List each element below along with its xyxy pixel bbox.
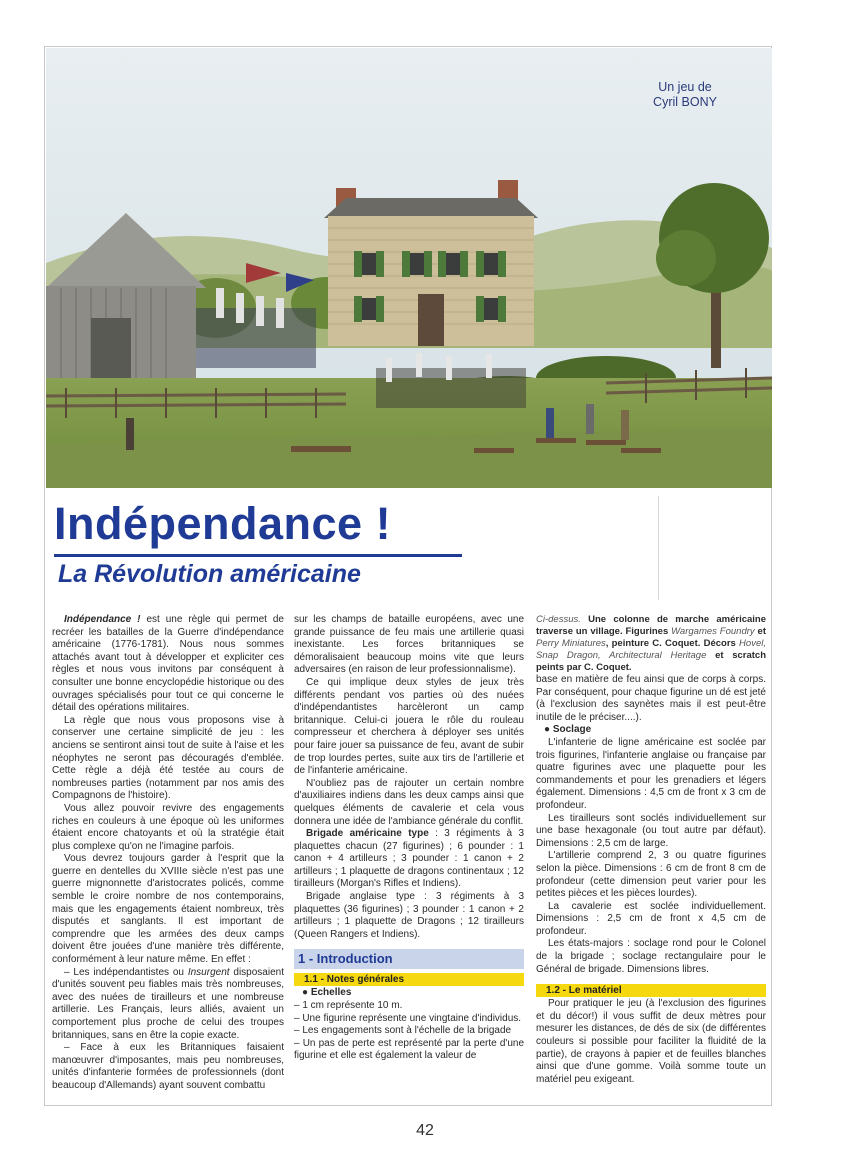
section-heading: 1 - Introduction [294,949,524,969]
italic-term: Insurgent [187,966,230,978]
caption-text: et scratch peints par C. Coquet. [536,650,766,673]
subtitle: La Révolution américaine [58,560,361,588]
column-2 [294,614,524,1063]
bullet-heading: ● Echelles [302,987,352,999]
subsection-heading: 1.1 - Notes générales [294,973,524,986]
paragraph: L'infanterie de ligne américaine est soclée par trois figurines, l'infanterie anglaise ou française par quatre figurines avec une plaquette pour les commandements et pour les grenadiers et légers également. Dimensions : 4,5 cm de front x 3 cm de profondeur. [536,736,766,811]
caption-text: , peinture C. Coquet. Décors [605,638,740,649]
subsection-heading: 1.2 - Le matériel [536,984,766,997]
title-block [46,494,772,604]
paragraph: Ce qui implique deux styles de jeux très différents pendant vos parties où des nuées d'indépendantistes harcèleront un camp britannique. Celui-ci jouera le rôle du rouleau compresseur et cherchera à déployer ses unités pour faire jouer sa puissance de feu, avant de subir de trop lourdes pertes, suite aux tirs de l'artillerie et de l'infanterie américaine. [294,676,524,777]
byline-line1: Un jeu de [658,80,712,94]
byline-author: Cyril BONY [653,95,717,109]
bullet-heading: ● Soclage [544,724,592,736]
lead-title: Indépendance ! [64,614,141,625]
paragraph: Vous allez pouvoir revivre des engagements riches en couleurs à une époque où les uniformes étaient encore chatoyants et où la stratégie était plus complexe qu'on ne l'imagine parfois. [52,802,284,852]
paragraph: base en matière de feu ainsi que de corps à corps. Par conséquent, pour chaque figurine un dé est jeté (à l'exclusion des saynètes mais il est peut-être inutile de le préciser....). [536,674,766,723]
paragraph: sur les champs de bataille européens, avec une grande puissance de feu mais une artillerie quasi inexistante. Les forces britanniques se démoralisaient beaucoup moins vite que leurs adversaires (en raison de leur professionnalisme). [294,614,524,676]
paragraph: Pour pratiquer le jeu (à l'exclusion des figurines et du décor!) il vous suffit de deux mètres pour mesurer les distances, de dés de six (de différentes couleurs si possible pour faciliter la fluidité de la partie), de crayons à papier et de feuilles blanches ainsi que d'une gomme. Voilà somme toute un matériel peu exigeant. [536,998,766,1085]
list-item: – 1 cm représente 10 m. [294,1000,403,1012]
paragraph-text: est une règle qui permet de recréer les batailles de la Guerre d'indépendance américaine (1776-1781). Nous nous sommes attachés avant tout à développer et expliciter ces règles et nous vous invitons par conséquent à consulter une bonne encyclopédie historique ou des ouvrages spécialisés pour tout ce qui concerne le détail des opérations militaires. [52,614,284,714]
bullet-heading-label: Soclage [552,724,592,736]
bold-term: Brigade américaine type [306,828,429,840]
list-item: – Une figurine représente une vingtaine d'individus. [294,1012,522,1024]
diorama-photo [46,48,772,488]
paragraph-text: : 3 régiments à 3 plaquettes chacun (27 figurines) ; 6 pounder : 1 canon + 4 artilleurs ; 3 pounder : 1 canon + 2 artilleurs ; 1 plaquette de dragons continentaux ; 12 tirailleurs (Morgan's Rifles et Indiens). [294,828,525,890]
paragraph [52,967,284,1043]
paragraph: Brigade anglaise type : 3 régiments à 3 plaquettes (36 figurines) ; 3 pounder : 1 canon + 2 artilleurs ; 1 plaquette de Dragons ; 12 tirailleurs (Queen Rangers et Indiens). [294,891,524,940]
column-1 [52,614,284,1093]
caption-brand: Perry Miniatures [536,638,606,649]
paragraph: La cavalerie est soclée individuellement. Dimensions : 2,5 cm de front x 4,5 cm de profondeur. [536,900,766,937]
main-title: Indépendance ! [54,498,392,549]
paragraph-text: disposaient d'unités souvent peu fiables mais très nombreuses, avec des nuées de tirailleurs et une nombreuse artillerie. Les Français, leurs alliés, avaient un comportement plus proche de celui des troupes britanniques, sans en être la copie exacte. [52,966,284,1041]
paragraph: N'oubliez pas de rajouter un certain nombre d'auxiliaires indiens dans les deux camps ainsi que quelques éléments de cavalerie et cela vous donnera une idée de l'ambiance générale du conflit. [294,777,524,827]
title-rule [54,554,462,557]
caption-text: et [754,626,767,637]
list-item: – Un pas de perte est représenté par la perte d'une figurine et elle est également la valeur de [294,1037,524,1062]
byline-divider [658,496,772,600]
page-number: 42 [416,1122,434,1139]
caption-brand: Wargames Foundry [671,626,755,637]
paragraph: L'artillerie comprend 2, 3 ou quatre figurines selon la pièce. Dimensions : 6 cm de front 8 cm de profondeur (cette dimension peut varier pour les petites pièces et les pièces lourdes). [536,850,766,900]
paragraph: Les tirailleurs sont soclés individuellement sur une base hexagonale (ou tout autre par défaut). Dimensions : 2,5 cm de large. [536,812,766,849]
caption-prefix: Ci-dessus. [536,614,581,625]
column-3 [536,614,766,1086]
list-item: – Les engagements sont à l'échelle de la brigade [294,1025,512,1037]
bullet-heading-label: Echelles [310,987,352,999]
caption-brand: Hovel, Snap Dragon, Architectural Heritage [536,638,766,661]
paragraph [294,828,524,891]
paragraph: Vous devrez toujours garder à l'esprit que la guerre en dentelles du XVIIIe siècle n'est pas une guerre mignonnette d'aristocrates policés, comme semble le croire nombre de nos contemporains, mais que les engagements étaient nombreux, très disputés et sanglants. Il est important de comprendre que les armées des deux camps doivent être jouées d'une manière très différente, conformément à leur nature même. En effet : [52,853,284,966]
photo-caption [536,614,766,674]
paragraph [52,614,284,715]
paragraph: Les états-majors : soclage rond pour le Colonel de la brigade ; soclage rectangulaire pour le Général de brigade. Dimensions libres. [536,938,766,975]
paragraph: La règle que nous vous proposons vise à conserver une certaine simplicité de jeu : les anciens se sentiront ainsi tout de suite à l'aise et les néophytes ne seront pas découragés d'emblée. Cette règle a déjà été testée au cours de nombreuses parties (notamment par nos amis des Compagnons de l'histoire). [52,714,284,802]
byline [630,80,740,110]
paragraph-text: – Les indépendantistes ou [64,966,188,978]
caption-text: Une colonne de marche américaine traverse un village. Figurines [536,614,766,637]
paragraph: – Face à eux les Britanniques faisaient manœuvrer d'imposantes, mais peu nombreuses, unités d'infanterie formées de professionnels (dont beaucoup d'Allemands) ayant souvent combattu [52,1042,284,1091]
